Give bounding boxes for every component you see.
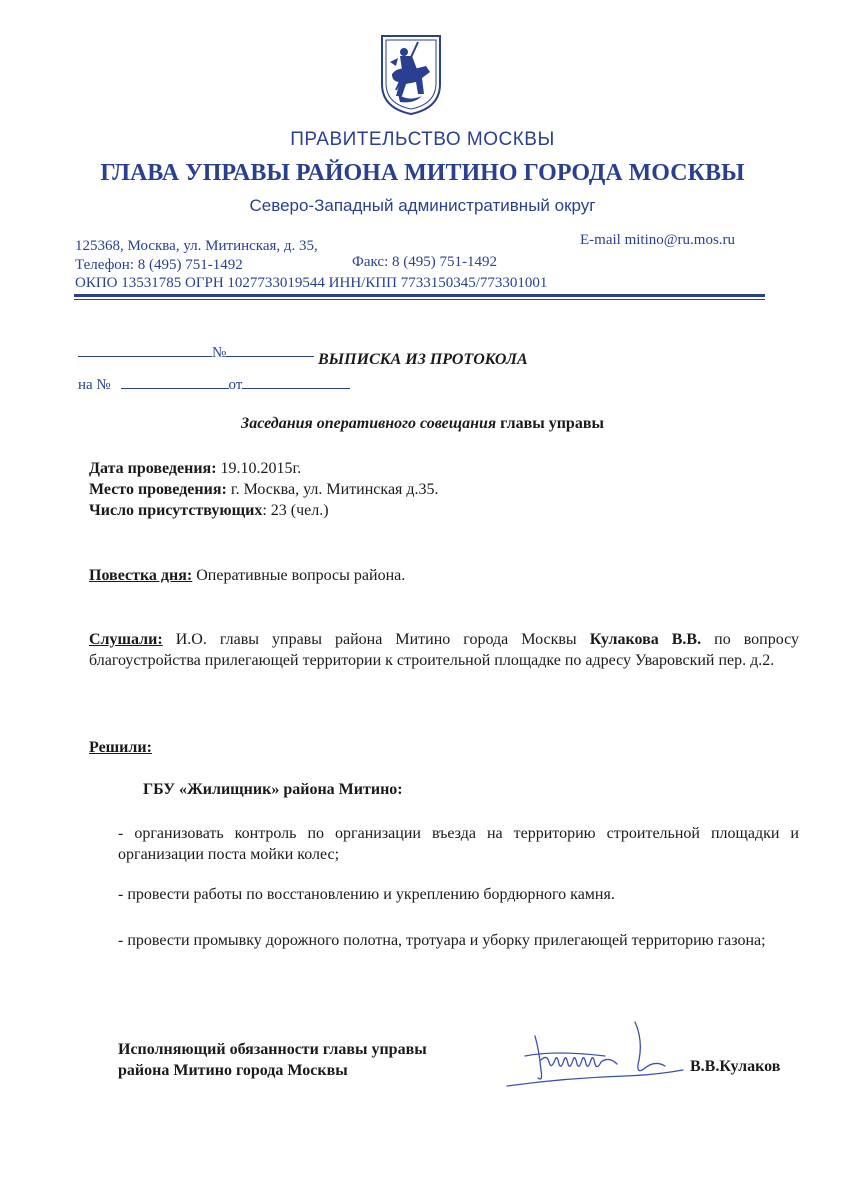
on-number-label: на № bbox=[78, 377, 111, 393]
heard-text-1: И.О. главы управы района Митино города Москвы bbox=[162, 631, 590, 648]
heard-name: Кулакова В.В. bbox=[589, 631, 702, 648]
place-label: Место проведения: bbox=[89, 481, 227, 498]
decided-label: Решили: bbox=[89, 739, 152, 756]
okrug-name: Северо-Западный административный округ bbox=[249, 196, 596, 215]
from-label: от bbox=[228, 377, 243, 393]
handwritten-signature bbox=[505, 1020, 690, 1095]
agenda-label: Повестка дня: bbox=[89, 567, 193, 584]
head-title: ГЛАВА УПРАВЫ РАЙОНА МИТИНО ГОРОДА МОСКВЫ bbox=[100, 160, 745, 186]
date-label: Дата проведения: bbox=[89, 460, 217, 477]
number-sign: № bbox=[212, 345, 227, 361]
place-value: г. Москва, ул. Митинская д.35. bbox=[226, 481, 439, 498]
signer-line-2: района Митино города Москвы bbox=[118, 1062, 348, 1079]
heard-paragraph bbox=[89, 629, 799, 671]
heard-text-2: по вопросу благоустройства прилегающей территории к строительной площадке по адресу Уваровский пер. д.2. bbox=[89, 631, 800, 669]
count-label: Число присутствующих bbox=[89, 502, 263, 519]
header-rule-thin bbox=[74, 299, 765, 300]
organization-name: ГБУ «Жилищник» района Митино: bbox=[143, 781, 403, 798]
phone: Телефон: 8 (495) 751-1492 bbox=[75, 257, 243, 273]
meeting-subtitle bbox=[0, 415, 845, 433]
signer-name: В.В.Кулаков bbox=[690, 1058, 781, 1075]
heard-label: Слушали: bbox=[89, 631, 163, 648]
registry-codes: ОКПО 13531785 ОГРН 1027733019544 ИНН/КПП 7733150345/773301001 bbox=[75, 275, 548, 291]
document-title: ВЫПИСКА ИЗ ПРОТОКОЛА bbox=[318, 351, 528, 368]
address: 125368, Москва, ул. Митинская, д. 35, bbox=[75, 238, 318, 254]
decided-line bbox=[89, 739, 152, 757]
decision-item-2: - провести работы по восстановлению и укреплению бордюрного камня. bbox=[118, 886, 615, 903]
outgoing-number-field bbox=[78, 343, 314, 362]
incoming-number-field bbox=[78, 375, 350, 394]
meeting-bold: главы управы bbox=[496, 415, 604, 432]
signer-position bbox=[118, 1039, 427, 1081]
count-value: : 23 (чел.) bbox=[262, 502, 329, 519]
decision-item-3: - провести промывку дорожного полотна, тротуара и уборку прилегающей территорию газона; bbox=[118, 932, 766, 949]
moscow-coat-of-arms-icon bbox=[378, 32, 444, 116]
decision-item-1: - организовать контроль по организации въезда на территорию строительной площадки и организации поста мойки колес; bbox=[118, 825, 799, 863]
date-value: 19.10.2015г. bbox=[216, 460, 302, 477]
government-name: ПРАВИТЕЛЬСТВО МОСКВЫ bbox=[290, 129, 555, 150]
count-line bbox=[89, 502, 329, 520]
email: E-mail mitino@ru.mos.ru bbox=[580, 232, 736, 248]
meeting-italic: Заседания оперативного совещания bbox=[241, 415, 497, 432]
signer-line-1: Исполняющий обязанности главы управы bbox=[118, 1041, 427, 1058]
place-line bbox=[89, 481, 439, 499]
agenda-value: Оперативные вопросы района. bbox=[192, 567, 406, 584]
header-rule bbox=[74, 294, 765, 297]
date-line bbox=[89, 460, 301, 478]
agenda-line bbox=[89, 567, 405, 585]
fax: Факс: 8 (495) 751-1492 bbox=[352, 254, 497, 270]
